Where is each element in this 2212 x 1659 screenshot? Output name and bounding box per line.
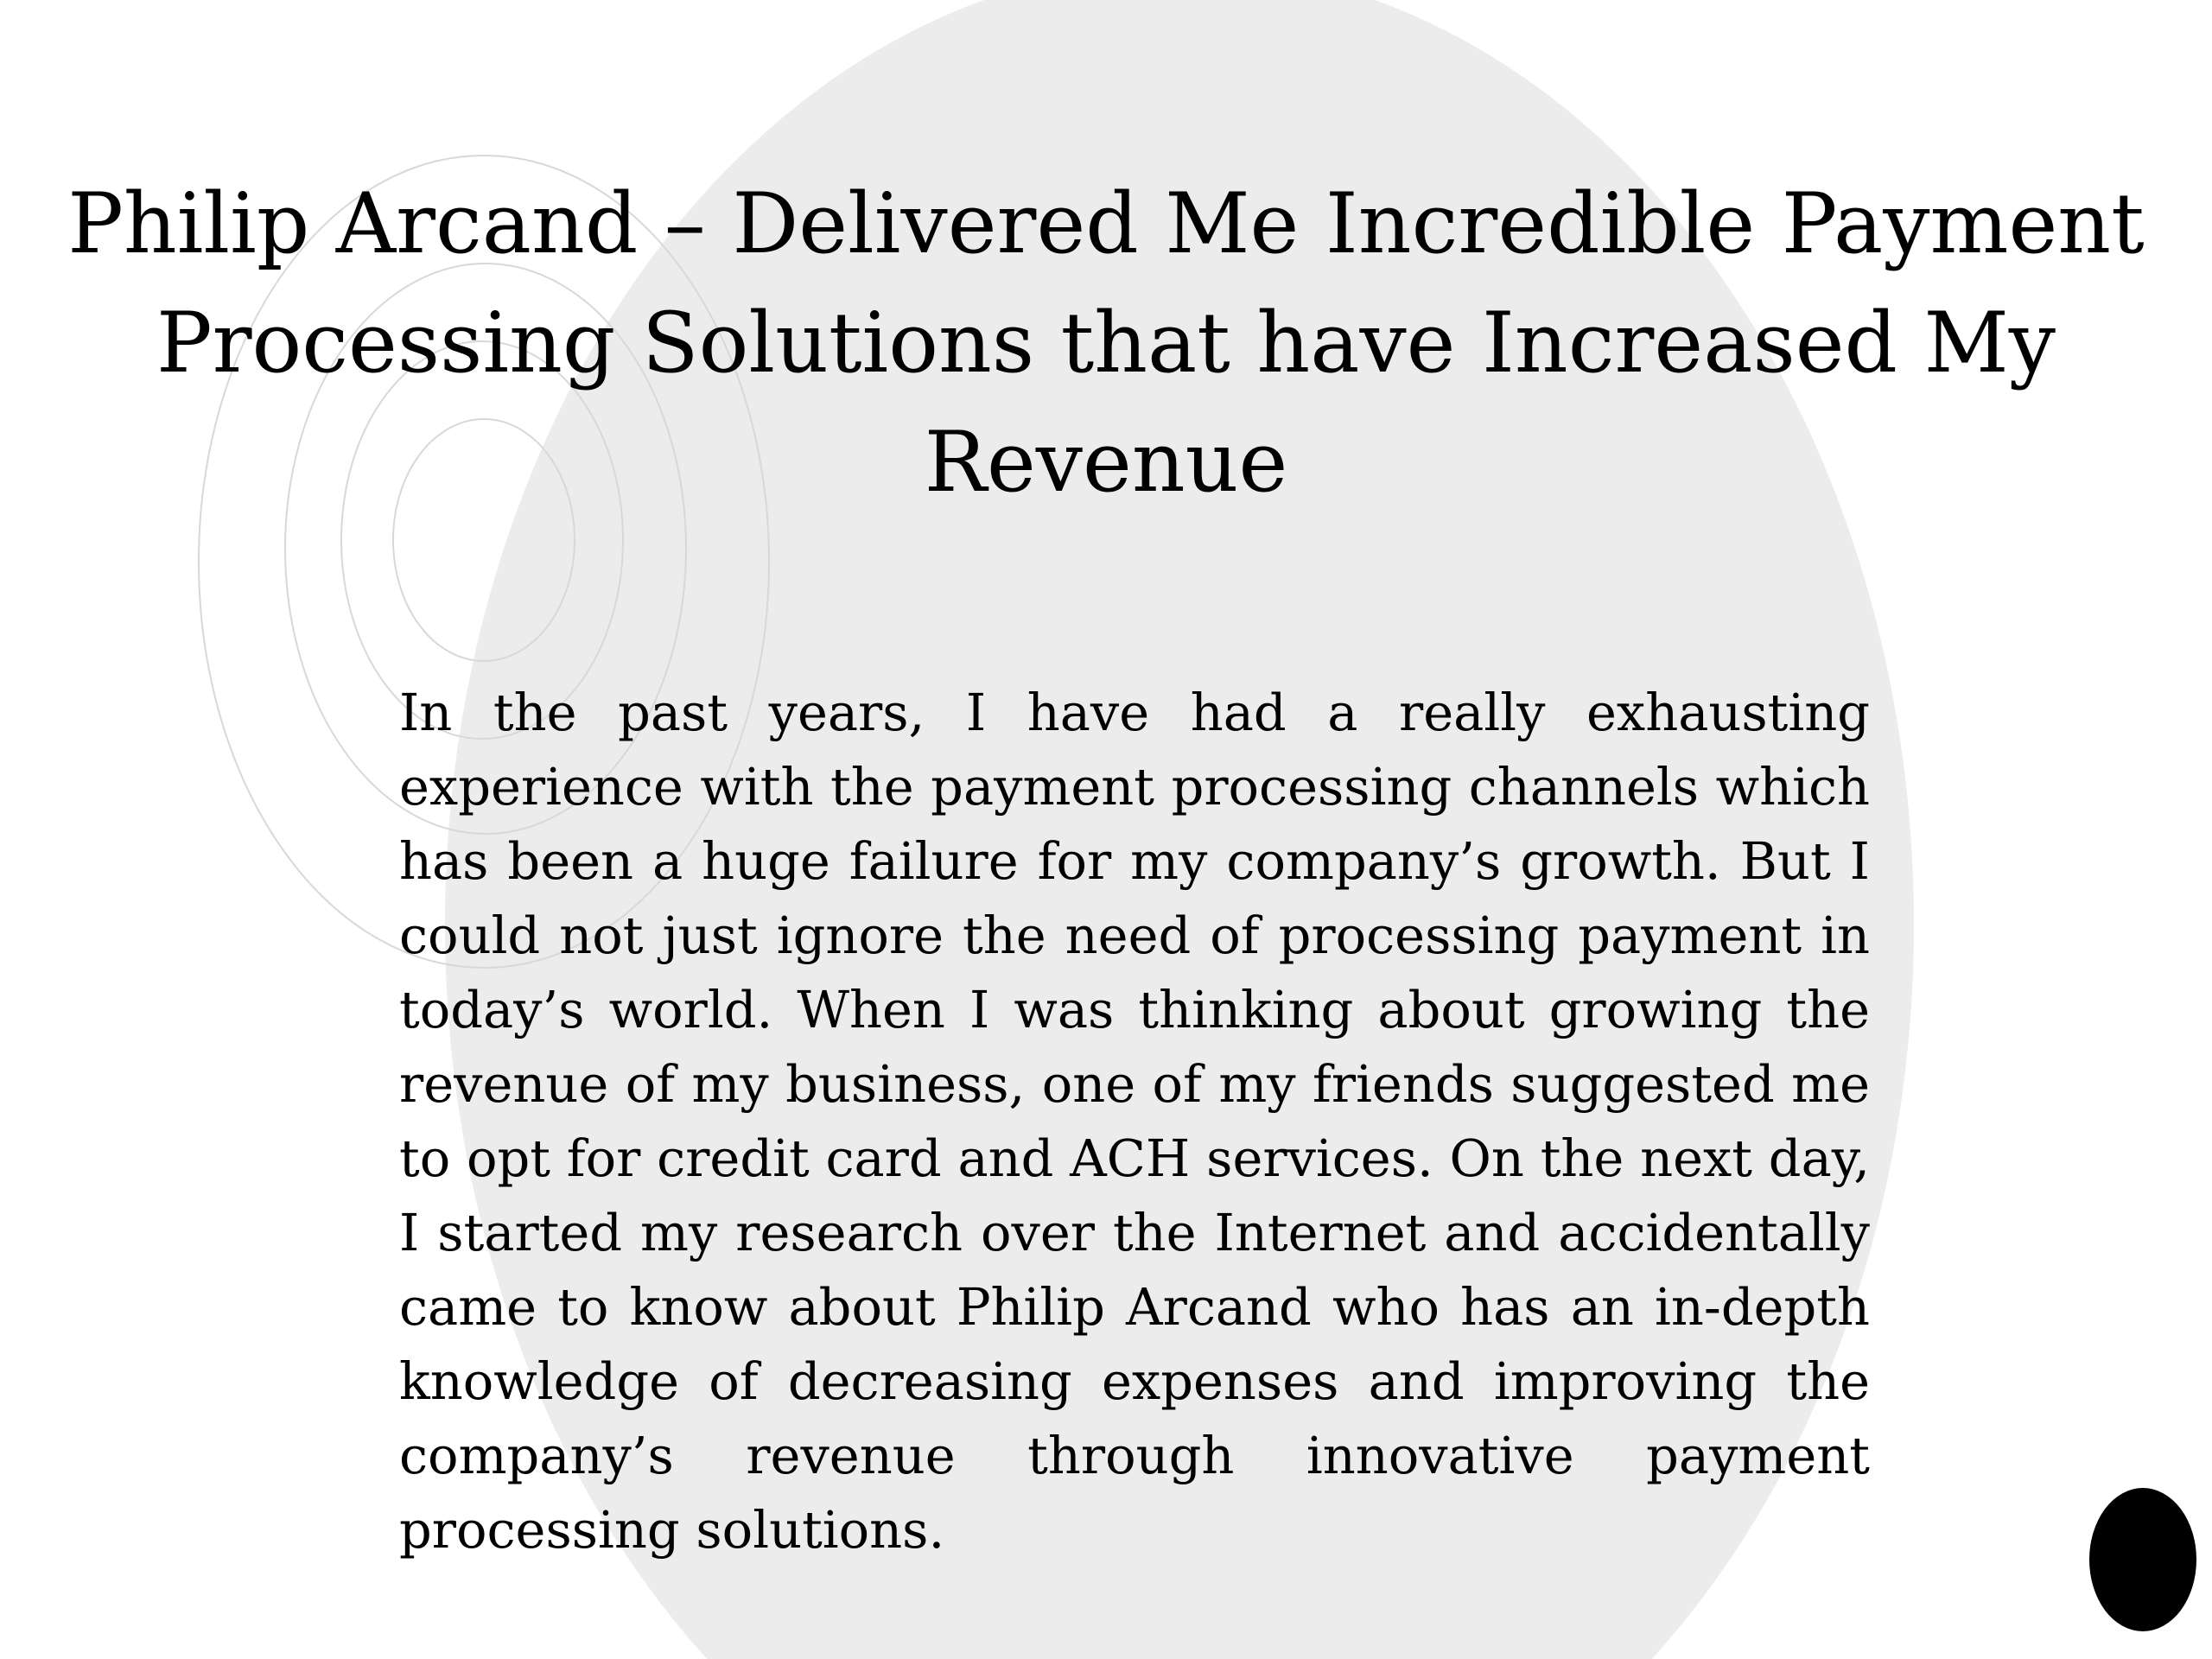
body-paragraph: In the past years, I have had a really exhausting experience with the payment processing channels which has been a huge failure for my company’s growth. But I could not just ignore the need of processing payment in today’s world. When I was thinking about growing the revenue of my business, one of my friends suggested me to opt for credit card and ACH services. On the next day, I started my research over the Internet and accidentally came to know about Philip Arcand who has an in-depth knowledge of decreasing expenses and improving the company’s revenue through innovative payment processing solutions. [399, 683, 1870, 1560]
slide-title: Philip Arcand – Delivered Me Incredible Payment Processing Solutions that have Increased My Revenue [67, 175, 2145, 511]
slide-marker-dot [2089, 1488, 2196, 1631]
